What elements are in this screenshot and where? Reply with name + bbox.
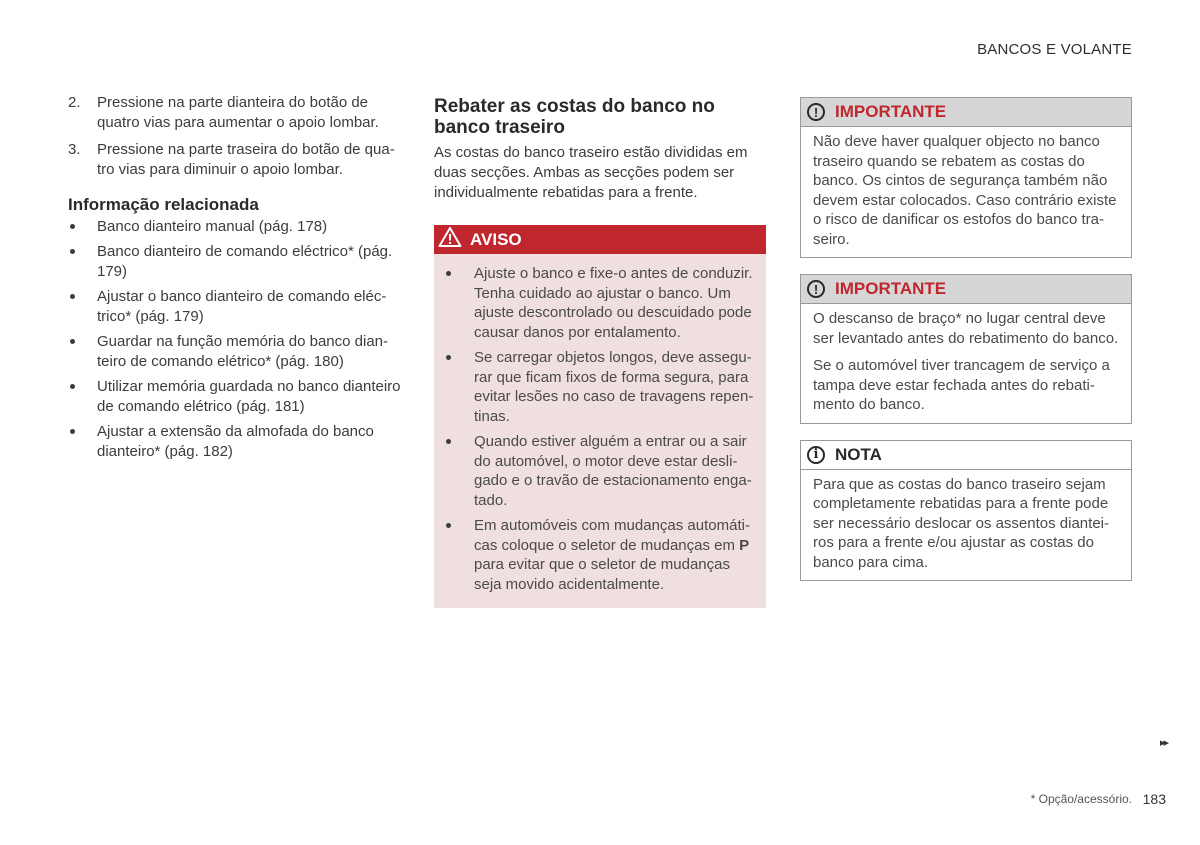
- bullet-icon: [444, 516, 474, 594]
- right-column: [800, 97, 1132, 597]
- important-box-header: [801, 98, 1131, 127]
- related-info-heading: Informação relacionada: [68, 195, 259, 214]
- warning-item-text: Quando estiver alguém a entrar ou a sair do automóvel, o motor deve estar desli-gado e o travão de estacionamento enga-tado.: [474, 433, 752, 509]
- note-paragraph: Para que as costas do banco traseiro sejam completamente rebatidas para a frente pode ser necessário deslocar os assentos diantei-ros para a frente e/ou ajustar as costas do banco para cima.: [813, 475, 1109, 571]
- note-box: [800, 440, 1132, 582]
- intro-paragraph: As costas do banco traseiro estão divididas em duas secções. Ambas as secções podem ser individualmente rebatidas para a frente.: [434, 144, 748, 201]
- step-number: 3.: [68, 141, 81, 158]
- related-link[interactable]: Utilizar memória guardada no banco dianteiro de comando elétrico (pág. 181): [97, 378, 401, 415]
- note-box-header: [801, 441, 1131, 470]
- list-item: [68, 217, 402, 237]
- list-item: [68, 287, 402, 327]
- list-item: [68, 140, 402, 180]
- important-box: [800, 274, 1132, 424]
- related-link[interactable]: Banco dianteiro de comando eléctrico* (pág. 179): [97, 243, 393, 280]
- note-label: NOTA: [835, 444, 882, 464]
- related-link[interactable]: Banco dianteiro manual (pág. 178): [97, 218, 328, 235]
- related-link[interactable]: Ajustar a extensão da almofada do banco dianteiro* (pág. 182): [97, 423, 374, 460]
- list-item: [68, 422, 402, 462]
- gear-p-label: P: [739, 536, 750, 554]
- warning-list: [434, 254, 766, 608]
- list-item: [444, 348, 754, 426]
- step-text: Pressione na parte dianteira do botão de quatro vias para aumentar o apoio lombar.: [97, 94, 379, 131]
- list-item: [68, 377, 402, 417]
- important-box-body: [801, 127, 1131, 257]
- related-link[interactable]: Ajustar o banco dianteiro de comando eléc-trico* (pág. 179): [97, 288, 387, 325]
- bullet-icon: [68, 242, 97, 282]
- important-label: IMPORTANTE: [835, 279, 947, 298]
- step-text: Pressione na parte traseira do botão de qua-tro vias para diminuir o apoio lombar.: [97, 141, 395, 178]
- bullet-icon: [444, 264, 474, 342]
- list-item: [68, 93, 402, 133]
- note-box-body: [801, 470, 1131, 581]
- bullet-icon: [444, 432, 474, 510]
- warning-item-text: [474, 516, 754, 594]
- list-item: [68, 242, 402, 282]
- exclamation-icon: !: [807, 280, 825, 298]
- page-number: 183: [1142, 791, 1166, 807]
- important-box-header: [801, 275, 1131, 304]
- warning-item-text: Ajuste o banco e fixe-o antes de conduzir. Tenha cuidado ao ajustar o banco. Um ajuste descontrolado ou descuidado pode causar danos por entalamento.: [474, 265, 753, 341]
- bullet-icon: [68, 332, 97, 372]
- text-fragment: Em automóveis com mudanças automáti-cas coloque o seletor de mudanças em: [474, 517, 750, 554]
- bullet-icon: [444, 348, 474, 426]
- text-fragment: para evitar que o seletor de mudanças seja movido acidentalmente.: [474, 556, 730, 593]
- exclamation-icon: !: [807, 103, 825, 121]
- list-item: [444, 516, 754, 594]
- warning-triangle-icon: [438, 226, 462, 253]
- list-item: [68, 332, 402, 372]
- next-page-icon: ▸▸: [1159, 737, 1167, 749]
- warning-item-text: Se carregar objetos longos, deve assegu-rar que ficam fixos de forma segura, para evitar lesões no caso de travagens repen-tinas.: [474, 349, 754, 425]
- important-paragraph: Não deve haver qualquer objecto no banco traseiro quando se rebatem as costas do banco. Os cintos de segurança também não devem estar colocados. Caso contrário existe o risco de danificar os estofos do banco tra-seiro.: [813, 133, 1117, 248]
- step-list: [68, 93, 402, 180]
- bullet-icon: [68, 217, 97, 237]
- list-item: [444, 264, 754, 342]
- list-item: [444, 432, 754, 510]
- warning-box-header: [434, 225, 766, 254]
- important-label: IMPORTANTE: [835, 102, 947, 121]
- warning-box: [434, 225, 766, 608]
- important-box: [800, 97, 1132, 258]
- related-info-list: [68, 217, 402, 462]
- related-link[interactable]: Guardar na função memória do banco dian-teiro de comando elétrico* (pág. 180): [97, 333, 389, 370]
- important-paragraph: Se o automóvel tiver trancagem de serviço a tampa deve estar fechada antes do rebati-mento do banco.: [813, 357, 1110, 413]
- bullet-icon: [68, 422, 97, 462]
- step-number: 2.: [68, 94, 81, 111]
- footnote: * Opção/acessório.: [1030, 792, 1132, 806]
- info-icon: i: [807, 446, 825, 464]
- left-column: [68, 93, 402, 467]
- running-header: BANCOS E VOLANTE: [977, 41, 1132, 58]
- section-title: Rebater as costas do banco no banco traseiro: [434, 96, 715, 138]
- important-box-body: [801, 304, 1131, 423]
- important-paragraph: O descanso de braço* no lugar central deve ser levantado antes do rebatimento do banco.: [813, 310, 1119, 347]
- warning-label: AVISO: [470, 229, 522, 249]
- middle-column: [434, 93, 766, 608]
- bullet-icon: [68, 287, 97, 327]
- bullet-icon: [68, 377, 97, 417]
